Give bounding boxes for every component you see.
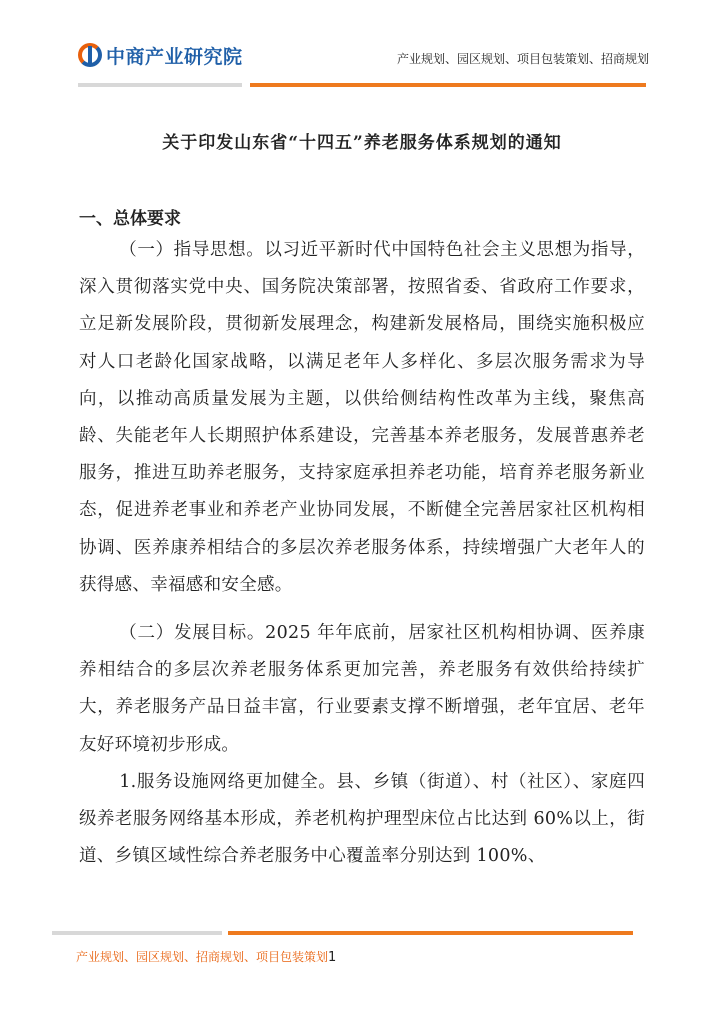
footer-divider-gray <box>52 931 222 935</box>
paragraph-service-network: 1.服务设施网络更加健全。县、乡镇（街道）、村（社区）、家庭四级养老服务网络基本形成，养老机构护理型床位占比达到 60%以上，街道、乡镇区域性综合养老服务中心覆盖率分别达到 100%、 <box>79 772 645 867</box>
footer-divider-orange <box>228 931 633 935</box>
logo-text: 中商产业研究院 <box>106 45 243 68</box>
header-divider-gray <box>78 83 242 87</box>
paragraph-guiding-ideology: （一）指导思想。以习近平新时代中国特色社会主义思想为指导，深入贯彻落实党中央、国务院决策部署，按照省委、省政府工作要求，立足新发展阶段，贯彻新发展理念，构建新发展格局，围绕实施积极应对人口老龄化国家战略，以满足老年人多样化、多层次服务需求为导向，以推动高质量发展为主题，以供给侧结构性改革为主线，聚焦高龄、失能老年人长期照护体系建设，完善基本养老服务，发展普惠养老服务，推进互助养老服务，支持家庭承担养老功能，培育养老服务新业态，促进养老事业和养老产业协同发展，不断健全完善居家社区机构相协调、医养康养相结合的多层次养老服务体系，持续增强广大老年人的获得感、幸福感和安全感。 <box>79 240 645 595</box>
company-logo <box>78 40 243 70</box>
page-number: 1 <box>328 950 337 965</box>
paragraph-development-goals: （二）发展目标。2025 年年底前，居家社区机构相协调、医养康养相结合的多层次养老服务体系更加完善，养老服务有效供给持续扩大，养老服务产品日益丰富，行业要素支撑不断增强，老年宜居、老年友好环境初步形成。 <box>79 623 645 755</box>
logo-mark-icon <box>78 43 102 67</box>
header-tagline: 产业规划、园区规划、项目包装策划、招商规划 <box>396 52 649 66</box>
footer-tagline: 产业规划、园区规划、招商规划、项目包装策划 <box>76 950 329 964</box>
document-title: 关于印发山东省“十四五”养老服务体系规划的通知 <box>162 133 562 153</box>
section-heading: 一、总体要求 <box>79 209 181 229</box>
footer <box>76 948 336 965</box>
header-divider-orange <box>250 83 646 87</box>
